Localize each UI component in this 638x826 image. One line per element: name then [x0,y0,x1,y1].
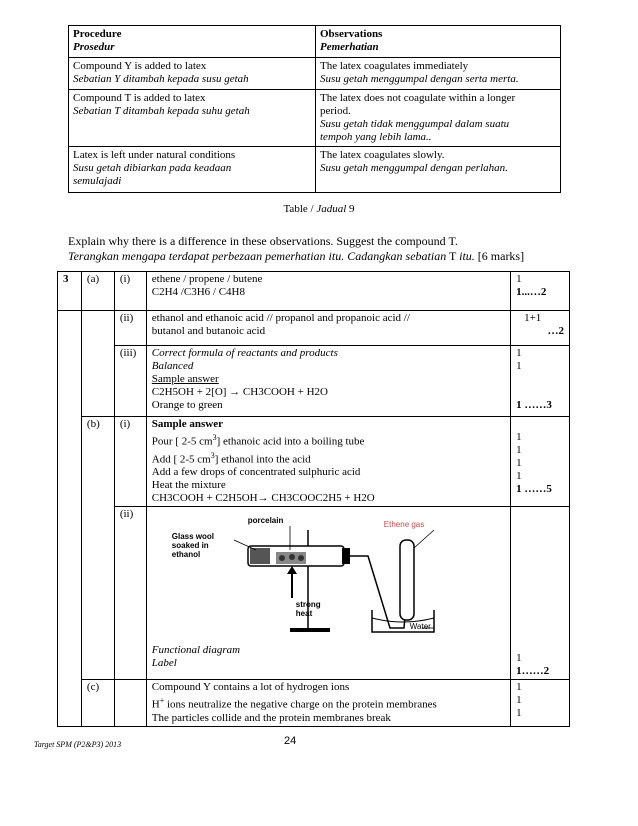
mark: 1 [516,652,522,665]
question-ms: Terangkan mengapa terdapat perbezaan pemerhatian itu. Cadangkan sebatian [68,249,447,263]
answer-line: Balanced [151,360,194,372]
page-number: 24 [284,735,297,747]
footer-title: Target SPM (P2&P3) 2013 [34,740,122,749]
table-row [58,507,570,680]
marks-cell [511,272,570,311]
answer-line: Correct formula of reactants and products [151,347,338,359]
answer-line: Label [151,657,177,670]
procedure-cell [69,90,316,147]
observation-text-ms: tempoh yang lebih lama.. [320,131,432,143]
observation-text-ms: Susu getah menggumpal dengan serta merta. [320,73,519,85]
table-row [69,90,561,147]
answer-line: Functional diagram [151,644,241,657]
header-observations-cell [316,26,561,58]
label-strong-heat: strong heat [295,600,321,619]
superscript: 3 [210,450,215,460]
mark: 1 [516,694,522,707]
superscript: + [159,696,165,706]
answer-line: ethanol and ethanoic acid // propanol and propanoic acid // [151,312,410,324]
answer-cell [146,680,510,727]
subpart-label: (iii) [114,346,146,417]
observation-cell [316,90,561,147]
table-row [58,346,570,417]
procedure-text-ms: Sebatian Y ditambah kepada susu getah [73,73,249,85]
observation-text: The latex coagulates slowly. [320,149,445,161]
observation-cell [316,147,561,193]
answer-line: ethene / propene / butene [151,273,263,285]
header-observations-ms: Pemerhatian [320,41,379,53]
marks-cell [511,346,570,417]
mark: 1 [516,681,522,694]
answer-cell [146,346,510,417]
answer-line: ] ethanol into the acid [214,453,311,466]
caption-ms: Jadual [316,203,347,215]
answer-cell [146,311,510,346]
marks-cell [511,680,570,727]
answer-scheme-table [57,271,570,727]
answer-cell [146,272,510,311]
part-label: (b) [81,417,114,507]
question-number: 3 [58,272,82,311]
equation: C2H5OH + 2[O] → CH3COOH + H2O [151,386,328,398]
subpart-label: (i) [114,417,146,507]
superscript: 3 [212,433,217,442]
mark-total: 1……2 [516,665,550,678]
mark-total: …2 [547,325,564,337]
mark: 1+1 [524,312,542,324]
answer-line: ] ethanoic acid into a boiling tube [216,435,365,448]
caption-en: Table / [283,203,317,215]
observation-text: The latex coagulates immediately [320,60,469,72]
answer-cell [146,417,510,507]
table-row [69,58,561,90]
caption-num: 9 [346,203,355,215]
procedure-cell [69,147,316,193]
procedure-text: Latex is left under natural conditions [73,149,236,161]
observation-table [68,25,561,193]
answer-line: Add [ 2-5 cm [151,453,211,466]
procedure-text: Compound Y is added to latex [73,60,207,72]
observation-text: The latex does not coagulate within a longer [320,92,516,104]
procedure-text-ms: semulajadi [73,175,122,187]
label-glass-wool: Glass wool soaked in ethanol [171,532,215,560]
question-en: Explain why there is a difference in these observations. Suggest the compound T. [68,234,458,248]
answer-line: ions neutralize the negative charge on the protein membranes [164,698,437,711]
marks-cell [511,507,570,680]
mark: 1 [516,707,522,720]
answer-line: Orange to green [151,399,223,411]
label-porcelain: porcelain [247,516,284,526]
label-ethene-gas: Ethene gas [383,520,425,530]
label-water: Water [409,622,431,632]
subpart-label: (ii) [114,507,146,680]
question-marks: [6 marks] [474,249,525,263]
answer-line: butanol and butanoic acid [151,325,266,337]
answer-cell [146,507,510,680]
answer-line: Add a few drops of concentrated sulphuric acid [151,466,361,479]
observation-text-ms: Susu getah menggumpal dengan perlahan. [320,162,508,174]
answer-line: The particles collide and the protein membranes break [151,711,391,724]
marks-cell [511,417,570,507]
equation: CH3COOH + C2H5OH→ CH3COOC2H5 + H2O [151,492,375,505]
mark: 1 [516,431,522,443]
subpart-label: (i) [114,272,146,311]
mark-total: 1 ……3 [516,399,552,411]
header-procedure: Procedure [73,28,122,40]
subpart-label: (ii) [114,311,146,346]
procedure-text-ms: Sebatian T ditambah kepada suhu getah [73,105,250,117]
sample-answer-heading: Sample answer [151,418,223,430]
question-text [68,234,588,264]
table-row [69,147,561,193]
header-procedure-ms: Prosedur [73,41,115,53]
procedure-text-ms: Susu getah dibiarkan pada keadaan [73,162,232,174]
mark: 1 [516,360,522,372]
mark: 1 [516,457,522,469]
apparatus-diagram [152,508,505,644]
procedure-text: Compound T is added to latex [73,92,206,104]
observation-text: period. [320,105,351,117]
header-procedure-cell [69,26,316,58]
table-row [58,272,570,311]
mark-total: 1 ……5 [516,483,552,495]
question-ms-itu: itu. [459,249,475,263]
answer-line: C2H4 /C3H6 / C4H8 [151,286,245,298]
answer-line: Compound Y contains a lot of hydrogen ions [151,681,350,694]
header-observations: Observations [320,28,383,40]
observation-text-ms: Susu getah tidak menggumpal dalam suatu [320,118,510,130]
answer-line: Heat the mixture [151,479,226,492]
table-header-row [69,26,561,58]
question-ms-t: T [446,249,460,263]
part-label: (a) [81,272,114,311]
part-label: (c) [81,680,114,727]
answer-line: H [151,698,160,711]
sample-answer-heading: Sample answer [151,373,219,385]
mark: 1 [516,470,522,482]
table-row [58,417,570,507]
table-row [58,311,570,346]
table-caption [0,203,638,216]
mark: 1 [516,347,522,359]
observation-cell [316,58,561,90]
marks-cell [511,311,570,346]
table-row [58,680,570,727]
answer-line: Pour [ 2-5 cm [151,435,213,448]
mark-total: 1...…2 [516,286,547,298]
mark: 1 [516,273,522,285]
mark: 1 [516,444,522,456]
procedure-cell [69,58,316,90]
